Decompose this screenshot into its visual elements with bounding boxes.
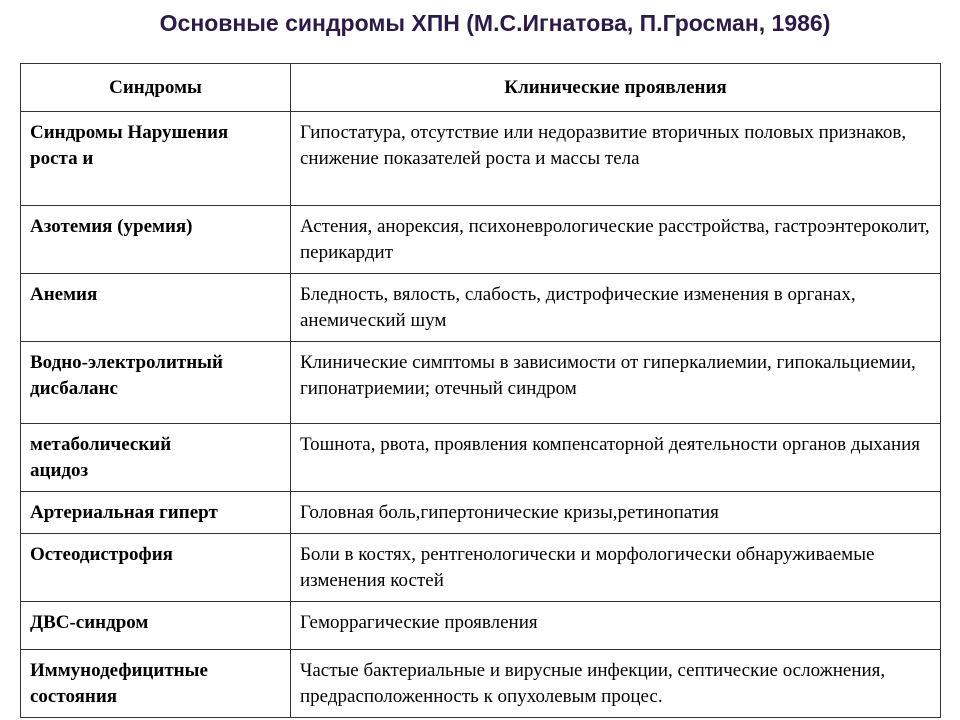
table-row <box>21 424 941 492</box>
syndrome-cell: метаболический ацидоз <box>21 424 291 492</box>
syndrome-cell: Азотемия (уремия) <box>21 206 291 274</box>
manifestation-cell: Боли в костях, рентгенологически и морфологически обнаруживаемые изменения костей <box>291 534 941 602</box>
syndromes-table <box>20 63 941 718</box>
header-clinical-manifestations: Клинические проявления <box>291 64 941 112</box>
syndrome-cell: Водно-электролитный дисбаланс <box>21 342 291 424</box>
table-row <box>21 650 941 718</box>
header-syndromes: Синдромы <box>21 64 291 112</box>
syndrome-cell: ДВС-синдром <box>21 602 291 650</box>
syndrome-cell: Иммунодефицитные состояния <box>21 650 291 718</box>
syndrome-cell: Остеодистрофия <box>21 534 291 602</box>
manifestation-cell: Тошнота, рвота, проявления компенсаторной деятельности органов дыхания <box>291 424 941 492</box>
manifestation-cell: Геморрагические проявления <box>291 602 941 650</box>
table-row <box>21 534 941 602</box>
slide-title: Основные синдромы ХПН (М.С.Игнатова, П.Гросман, 1986) <box>159 10 831 36</box>
manifestation-cell: Гипостатура, отсутствие или недоразвитие вторичных половых признаков, снижение показателей роста и массы тела <box>291 112 941 206</box>
table-row <box>21 274 941 342</box>
syndrome-cell: Артериальная гиперт <box>21 492 291 534</box>
table-row <box>21 602 941 650</box>
manifestation-cell: Бледность, вялость, слабость, дистрофические изменения в органах, анемический шум <box>291 274 941 342</box>
manifestation-cell: Частые бактериальные и вирусные инфекции, септические осложнения, предрасположенность к опухолевым процес. <box>291 650 941 718</box>
syndrome-cell: Анемия <box>21 274 291 342</box>
manifestation-cell: Астения, анорексия, психоневрологические расстройства, гастроэнтероколит, перикардит <box>291 206 941 274</box>
table-row <box>21 342 941 424</box>
syndromes-table-container <box>20 63 940 718</box>
table-row <box>21 492 941 534</box>
syndrome-cell: Синдромы Нарушения роста и <box>21 112 291 206</box>
manifestation-cell: Клинические симптомы в зависимости от гиперкалиемии, гипокальциемии, гипонатриемии; отечный синдром <box>291 342 941 424</box>
table-row <box>21 112 941 206</box>
table-header-row <box>21 64 941 112</box>
manifestation-cell: Головная боль,гипертонические кризы,ретинопатия <box>291 492 941 534</box>
table-row <box>21 206 941 274</box>
